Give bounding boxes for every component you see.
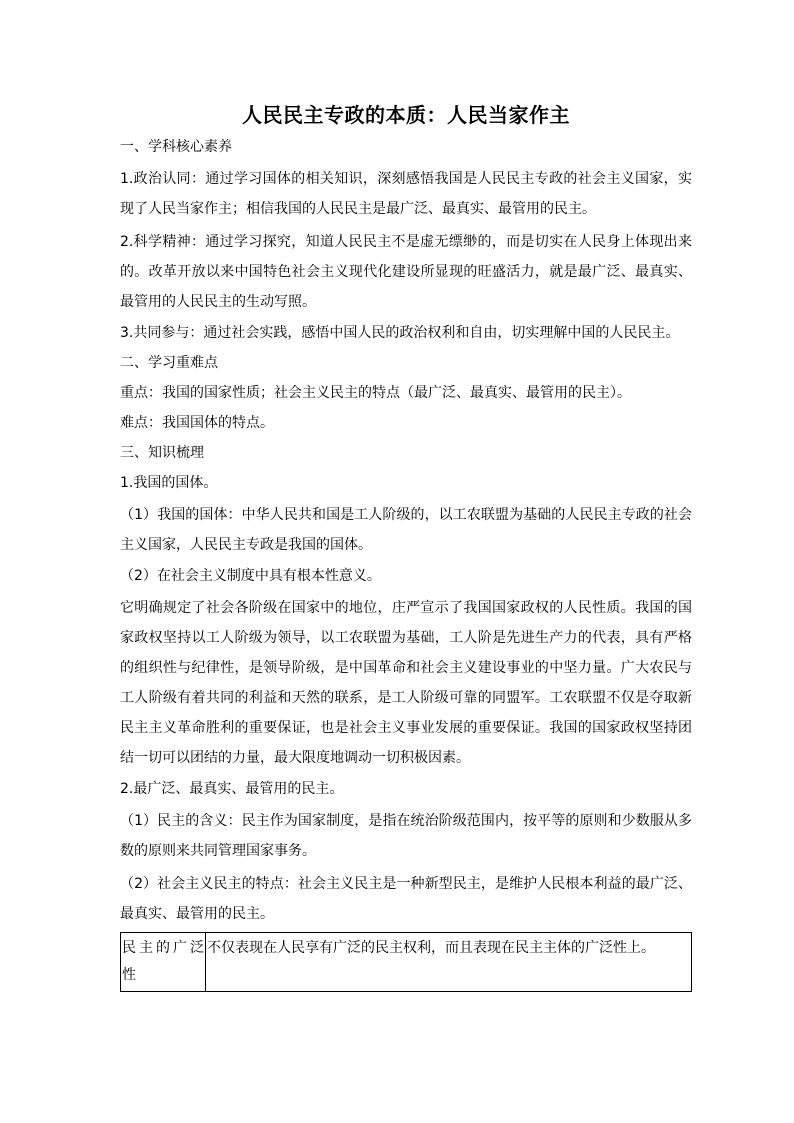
paragraph-political-identity: 1.政治认同：通过学习国体的相关知识，深刻感悟我国是人民民主专政的社会主义国家，实现了人民当家作主；相信我国的人民民主是最广泛、最真实、最管用的民主。	[120, 171, 692, 217]
paragraph-democracy-meaning: （1）民主的含义：民主作为国家制度，是指在统治阶级范围内，按平等的原则和少数服从多数的原则来共同管理国家事务。	[120, 813, 692, 859]
section-heading-core-literacy: 一、学科核心素养	[120, 139, 232, 155]
subheading-democracy: 2.最广泛、最真实、最管用的民主。	[120, 781, 344, 797]
table-cell-key: 民主的广泛性	[121, 933, 206, 992]
paragraph-state-system-body: 它明确规定了社会各阶级在国家中的地位，庄严宣示了我国国家政权的人民性质。我国的国家政权坚持以工人阶级为领导，以工农联盟为基础，工人阶是先进生产力的代表，具有严格的组织性与纪律性，是领导阶级，是中国革命和社会主义建设事业的中坚力量。广大农民与工人阶级有着共同的利益和天然的联系，是工人阶级可靠的同盟军。工农联盟不仅是夺取新民主主义革命胜利的重要保证，也是社会主义事业发展的重要保证。我国的国家政权坚持团结一切可以团结的力量，最大限度地调动一切积极因素。	[120, 600, 692, 766]
section-heading-key-points: 二、学习重难点	[120, 355, 218, 371]
paragraph-public-participation: 3.共同参与：通过社会实践，感悟中国人民的政治权利和自由，切实理解中国的人民民主。	[120, 325, 680, 341]
paragraph-difficult-point: 难点：我国国体的特点。	[120, 415, 274, 431]
paragraph-key-point: 重点：我国的国家性质；社会主义民主的特点（最广泛、最真实、最管用的民主）。	[120, 385, 631, 401]
paragraph-fundamental-significance: （2）在社会主义制度中具有根本性意义。	[120, 568, 381, 584]
table-row	[121, 933, 692, 992]
democracy-feature-table	[120, 932, 692, 992]
table-cell-value: 不仅表现在人民享有广泛的民主权利，而且表现在民主主体的广泛性上。	[206, 933, 692, 992]
paragraph-state-system-definition: （1）我国的国体：中华人民共和国是工人阶级的，以工农联盟为基础的人民民主专政的社会主义国家，人民民主专政是我国的国体。	[120, 507, 692, 553]
paragraph-scientific-spirit: 2.科学精神：通过学习探究，知道人民民主不是虚无缥缈的，而是切实在人民身上体现出来的。改革开放以来中国特色社会主义现代化建设所显现的旺盛活力，就是最广泛、最真实、最管用的人民民主的生动写照。	[120, 234, 692, 310]
section-heading-knowledge: 三、知识梳理	[120, 445, 204, 461]
paragraph-socialist-democracy-features: （2）社会主义民主的特点：社会主义民主是一种新型民主，是维护人民根本利益的最广泛、最真实、最管用的民主。	[120, 876, 692, 922]
document-title: 人民民主专政的本质：人民当家作主	[242, 103, 570, 127]
subheading-state-system: 1.我国的国体。	[120, 475, 218, 491]
document-page	[120, 100, 692, 992]
